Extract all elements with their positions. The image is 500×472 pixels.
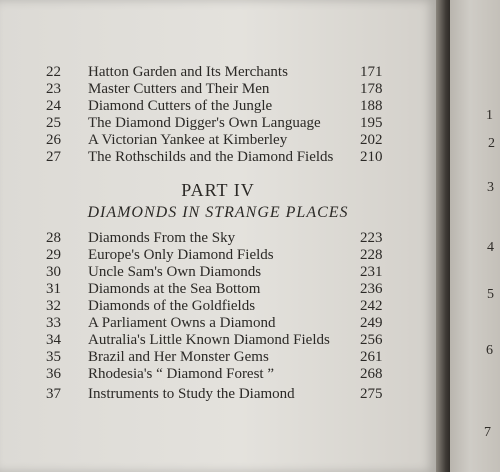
toc-entry: [0, 314, 436, 332]
chapter-number: 33: [46, 315, 61, 331]
toc-entry: [0, 114, 436, 132]
chapter-number: 25: [46, 115, 61, 131]
chapter-page: 261: [360, 349, 383, 365]
chapter-title: Diamonds From the Sky: [88, 230, 236, 246]
toc-entry: [0, 80, 436, 98]
chapter-title: A Parliament Owns a Diamond: [88, 315, 276, 331]
chapter-number: 34: [46, 332, 61, 348]
toc-entry: [0, 246, 436, 264]
chapter-title: A Victorian Yankee at Kimberley: [88, 132, 288, 148]
chapter-title: Instruments to Study the Diamond: [88, 386, 295, 402]
facing-page-number: 6: [486, 343, 493, 358]
chapter-title: Diamond Cutters of the Jungle: [88, 98, 273, 114]
chapter-page: 202: [360, 132, 383, 148]
chapter-title: Diamonds at the Sea Bottom: [88, 281, 261, 297]
chapter-number: 36: [46, 366, 61, 382]
chapter-page: 268: [360, 366, 383, 382]
facing-page: [450, 0, 500, 472]
chapter-title: The Rothschilds and the Diamond Fields: [88, 149, 334, 165]
chapter-page: 223: [360, 230, 383, 246]
chapter-title: Uncle Sam's Own Diamonds: [88, 264, 262, 280]
chapter-title: Diamonds of the Goldfields: [88, 298, 256, 314]
chapter-number: 24: [46, 98, 61, 114]
toc-entry: [0, 229, 436, 247]
chapter-number: 30: [46, 264, 61, 280]
toc-entry: [0, 365, 436, 383]
toc-entry: [0, 63, 436, 81]
toc-entry: [0, 348, 436, 366]
chapter-number: 22: [46, 64, 61, 80]
chapter-page: 178: [360, 81, 383, 97]
chapter-title: The Diamond Digger's Own Language: [88, 115, 321, 131]
chapter-number: 35: [46, 349, 61, 365]
chapter-number: 29: [46, 247, 61, 263]
facing-page-number: 2: [488, 136, 495, 151]
part-heading: PART IV: [181, 180, 255, 200]
toc-entry: [0, 385, 436, 403]
facing-page-number: 4: [487, 240, 494, 255]
chapter-page: 188: [360, 98, 383, 114]
toc-entry: [0, 297, 436, 315]
chapter-page: 231: [360, 264, 383, 280]
toc-entry: [0, 97, 436, 115]
chapter-number: 31: [46, 281, 61, 297]
chapter-page: 171: [360, 64, 383, 80]
chapter-page: 210: [360, 149, 383, 165]
chapter-page: 228: [360, 247, 383, 263]
chapter-page: 195: [360, 115, 383, 131]
chapter-number: 23: [46, 81, 61, 97]
toc-entry: [0, 131, 436, 149]
chapter-page: 275: [360, 386, 383, 402]
part-subtitle: DIAMONDS IN STRANGE PLACES: [87, 204, 349, 221]
chapter-number: 26: [46, 132, 61, 148]
chapter-page: 249: [360, 315, 383, 331]
facing-page-number: 5: [487, 287, 494, 302]
chapter-number: 27: [46, 149, 61, 165]
chapter-title: Master Cutters and Their Men: [88, 81, 270, 97]
chapter-title: Hatton Garden and Its Merchants: [88, 64, 288, 80]
toc-entry: [0, 280, 436, 298]
chapter-title: Autralia's Little Known Diamond Fields: [88, 332, 330, 348]
chapter-title: Rhodesia's “ Diamond Forest ”: [88, 366, 275, 382]
chapter-title: Europe's Only Diamond Fields: [88, 247, 274, 263]
chapter-page: 236: [360, 281, 383, 297]
chapter-number: 28: [46, 230, 61, 246]
toc-entry: [0, 148, 436, 166]
chapter-number: 32: [46, 298, 61, 314]
chapter-title: Brazil and Her Monster Gems: [88, 349, 269, 365]
facing-page-number: 3: [487, 180, 494, 195]
facing-page-number: 1: [486, 108, 493, 123]
facing-page-number: 7: [484, 425, 491, 440]
toc-entry: [0, 263, 436, 281]
chapter-page: 242: [360, 298, 383, 314]
toc-entry: [0, 331, 436, 349]
chapter-number: 37: [46, 386, 61, 402]
book-gutter: [436, 0, 450, 472]
chapter-page: 256: [360, 332, 383, 348]
